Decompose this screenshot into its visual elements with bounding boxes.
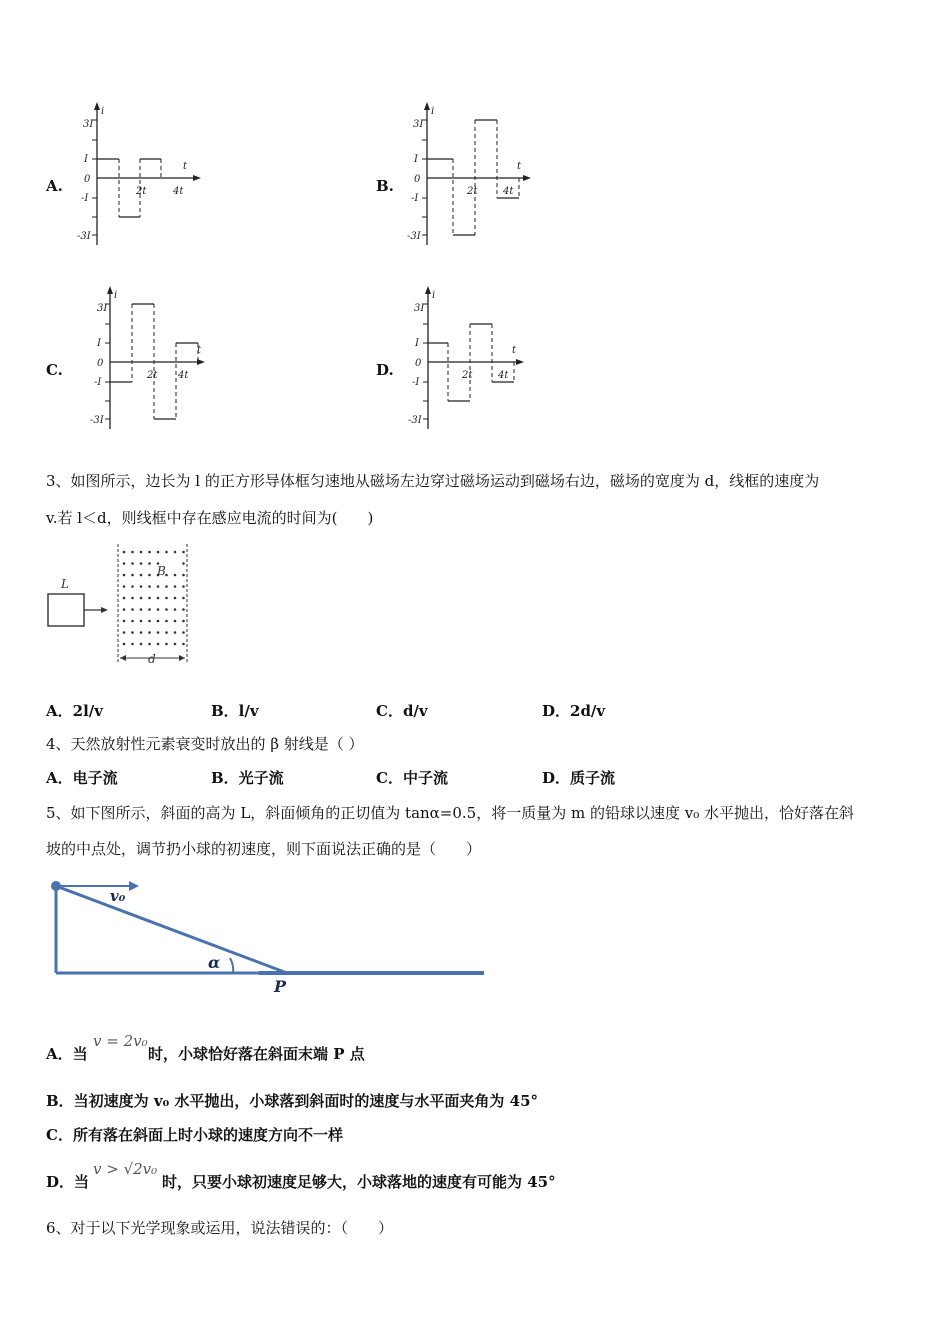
field-dot	[165, 620, 168, 623]
q3-figure	[44, 540, 204, 668]
field-dot	[140, 562, 143, 565]
field-dot	[157, 620, 160, 623]
field-dot	[140, 631, 143, 634]
label-b: B	[157, 564, 166, 578]
field-dot	[182, 620, 185, 623]
graph-option-b	[405, 100, 535, 250]
field-dot	[165, 643, 168, 646]
field-dot	[157, 643, 160, 646]
graph-b-t-label: t	[517, 161, 522, 172]
graph-a-3i: 3I	[83, 119, 94, 130]
field-dot	[148, 620, 151, 623]
label-v0: v₀	[110, 887, 126, 905]
graph-d-3i: 3I	[414, 303, 425, 314]
field-dot	[148, 574, 151, 577]
field-dot	[165, 585, 168, 588]
field-dot	[131, 585, 134, 588]
field-dot	[182, 585, 185, 588]
graph-a-t-label: t	[183, 161, 188, 172]
q6-stem: 6、对于以下光学现象或运用，说法错误的：（ ）	[46, 1219, 394, 1237]
field-dot	[131, 597, 134, 600]
graph-d-4t: 4t	[498, 370, 509, 381]
graph-c-i-label: i	[114, 290, 118, 301]
graph-a-neg-i: -I	[81, 193, 89, 204]
graph-a-neg-3i: -3I	[77, 231, 91, 242]
field-dot	[174, 620, 177, 623]
field-dot	[123, 608, 126, 611]
q4-option-b: B．光子流	[211, 769, 284, 787]
option-d-letter: D.	[376, 361, 394, 379]
q4-option-c: C．中子流	[376, 769, 448, 787]
field-dot	[148, 562, 151, 565]
field-dot	[148, 631, 151, 634]
graph-b-zero: 0	[414, 174, 421, 185]
field-dot	[174, 631, 177, 634]
velocity-arrow-icon	[101, 607, 108, 613]
graph-a-x-arrow	[193, 175, 201, 181]
q5-slope-figure	[44, 872, 494, 1002]
square-frame	[48, 594, 84, 626]
field-dot	[157, 608, 160, 611]
field-dot	[140, 608, 143, 611]
field-dot	[140, 597, 143, 600]
field-dot	[140, 574, 143, 577]
field-dot	[165, 631, 168, 634]
graph-a-y-arrow	[94, 102, 100, 110]
q5-option-d-prefix: D．当	[46, 1173, 90, 1191]
q5-option-a-formula: v = 2v₀	[93, 1032, 148, 1050]
field-dot	[174, 597, 177, 600]
field-dot	[182, 597, 185, 600]
v0-arrow-icon	[129, 881, 139, 891]
field-dot	[157, 597, 160, 600]
field-dot	[123, 585, 126, 588]
q5-option-a-text: 时，小球恰好落在斜面末端 P 点	[148, 1045, 365, 1063]
field-dot	[182, 562, 185, 565]
graph-d-2t: 2t	[462, 370, 473, 381]
q5-stem-line-1: 5、如下图所示，斜面的高为 L，斜面倾角的正切值为 tanα=0.5，将一质量为 m 的铅球以速度 v₀ 水平抛出，恰好落在斜	[46, 804, 855, 822]
field-dot	[131, 562, 134, 565]
q3-option-c: C．d/v	[376, 702, 428, 720]
field-dot	[174, 608, 177, 611]
graph-c-i: I	[97, 338, 101, 349]
graph-option-a	[75, 100, 205, 250]
field-dot	[131, 551, 134, 554]
field-dot	[131, 631, 134, 634]
field-dot	[148, 608, 151, 611]
field-dot	[123, 620, 126, 623]
graph-b-neg-i: -I	[411, 193, 419, 204]
graph-b-neg-3i: -3I	[407, 231, 421, 242]
field-dot	[174, 585, 177, 588]
field-dot	[165, 551, 168, 554]
graph-a-i: I	[84, 154, 88, 165]
field-dot	[174, 551, 177, 554]
graph-option-c	[75, 284, 215, 434]
graph-b-i: I	[414, 154, 418, 165]
graph-a-zero: 0	[84, 174, 91, 185]
field-dot	[165, 608, 168, 611]
q5-option-a-prefix: A．当	[46, 1045, 88, 1063]
field-dot	[123, 597, 126, 600]
q4-option-d: D．质子流	[542, 769, 616, 787]
q3-option-b: B．l/v	[211, 702, 259, 720]
field-dot	[182, 608, 185, 611]
magnetic-field-dots	[123, 551, 185, 646]
field-dot	[182, 551, 185, 554]
graph-d-zero: 0	[415, 358, 422, 369]
graph-c-zero: 0	[97, 358, 104, 369]
field-dot	[165, 597, 168, 600]
field-dot	[123, 631, 126, 634]
field-dot	[148, 643, 151, 646]
graph-c-neg-3i: -3I	[90, 415, 104, 426]
label-alpha: α	[208, 953, 221, 972]
field-dot	[140, 620, 143, 623]
field-dot	[148, 585, 151, 588]
graph-b-i-label: i	[431, 106, 435, 117]
graph-c-neg-i: -I	[94, 377, 102, 388]
field-dot	[148, 551, 151, 554]
field-dot	[131, 608, 134, 611]
q3-option-a: A．2l/v	[46, 702, 103, 720]
q3-stem-line-2: v.若 l＜d，则线框中存在感应电流的时间为( )	[46, 509, 374, 527]
field-dot	[131, 574, 134, 577]
field-dot	[148, 597, 151, 600]
field-dot	[123, 562, 126, 565]
field-dot	[182, 631, 185, 634]
field-dot	[140, 585, 143, 588]
graph-c-4t: 4t	[178, 370, 189, 381]
field-dot	[131, 620, 134, 623]
graph-b-2t: 2t	[467, 186, 478, 197]
field-dot	[131, 643, 134, 646]
field-dot	[123, 551, 126, 554]
graph-a-i-label: i	[101, 106, 105, 117]
graph-a-2t: 2t	[136, 186, 147, 197]
graph-option-d	[400, 284, 540, 434]
graph-b-3i: 3I	[413, 119, 424, 130]
q3-stem-line-1: 3、如图所示，边长为 l 的正方形导体框匀速地从磁场左边穿过磁场运动到磁场右边，磁场的宽度为 d，线框的速度为	[46, 472, 820, 490]
graph-d-t-label: t	[512, 345, 517, 356]
graph-d-neg-3i: -3I	[408, 415, 422, 426]
option-b-letter: B.	[376, 177, 394, 195]
field-dot	[174, 643, 177, 646]
field-dot	[123, 643, 126, 646]
field-dot	[157, 631, 160, 634]
field-dot	[157, 585, 160, 588]
q4-option-a: A．电子流	[46, 769, 118, 787]
q4-stem: 4、天然放射性元素衰变时放出的 β 射线是（ ）	[46, 735, 364, 753]
graph-b-4t: 4t	[503, 186, 514, 197]
option-c-letter: C.	[46, 361, 63, 379]
slope-incline	[56, 886, 287, 973]
q3-option-d: D．2d/v	[542, 702, 606, 720]
graph-c-2t: 2t	[147, 370, 158, 381]
label-d: d	[148, 652, 156, 666]
field-dot	[157, 551, 160, 554]
field-dot	[140, 643, 143, 646]
angle-arc	[230, 958, 233, 973]
option-a-letter: A.	[46, 177, 63, 195]
q5-option-b: B．当初速度为 v₀ 水平抛出，小球落到斜面时的速度与水平面夹角为 45°	[46, 1092, 539, 1110]
field-dot	[182, 643, 185, 646]
field-dot	[174, 574, 177, 577]
field-dot	[123, 574, 126, 577]
graph-c-t-label: t	[197, 345, 202, 356]
field-dot	[182, 574, 185, 577]
field-dot	[140, 551, 143, 554]
graph-c-3i: 3I	[97, 303, 108, 314]
graph-d-i-label: i	[432, 290, 436, 301]
graph-d-i: I	[415, 338, 419, 349]
q5-stem-line-2: 坡的中点处，调节扔小球的初速度，则下面说法正确的是（ ）	[46, 840, 482, 858]
q5-option-d-text: 时，只要小球初速度足够大，小球落地的速度有可能为 45°	[162, 1173, 556, 1191]
q5-option-c: C．所有落在斜面上时小球的速度方向不一样	[46, 1126, 343, 1144]
graph-d-neg-i: -I	[412, 377, 420, 388]
label-l: L	[61, 577, 69, 591]
graph-a-4t: 4t	[173, 186, 184, 197]
label-p: P	[274, 977, 287, 996]
q5-option-d-formula: v > √2v₀	[93, 1160, 158, 1178]
